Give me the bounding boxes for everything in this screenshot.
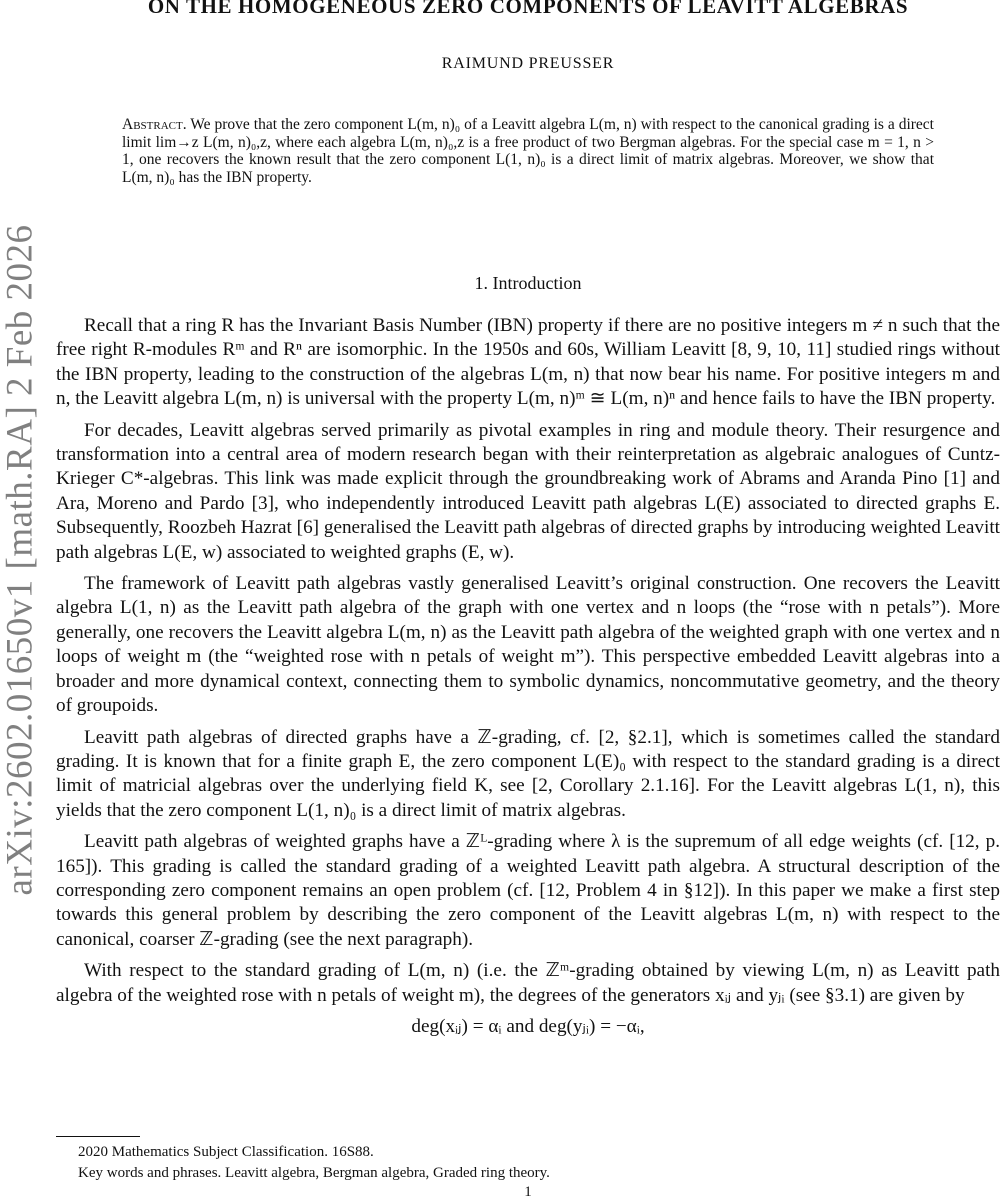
- paper-body: [56, 314, 1000, 1039]
- footnote-keywords: Key words and phrases. Leavitt algebra, Bergman algebra, Graded ring theory.: [78, 1165, 550, 1181]
- paper-title: ON THE HOMOGENEOUS ZERO COMPONENTS OF LEAVITT ALGEBRAS: [147, 0, 909, 18]
- arxiv-sidebar: [0, 210, 40, 910]
- footnote-msc: 2020 Mathematics Subject Classification. 16S88.: [78, 1144, 374, 1160]
- paragraph-6: With respect to the standard grading of L(m, n) (i.e. the ℤᵐ-grading obtained by viewing L(m, n) as Leavitt path algebra of the weighted rose with n petals of weight m), the degrees of the generators xᵢⱼ and yⱼᵢ (see §3.1) are given by: [56, 960, 1000, 1006]
- abstract-label: Abstract.: [122, 116, 187, 133]
- page-number: 1: [524, 1184, 532, 1200]
- abstract: [122, 116, 934, 186]
- display-equation: deg(xᵢⱼ) = αᵢ and deg(yⱼᵢ) = −αᵢ,: [411, 1015, 645, 1037]
- section-heading: 1. Introduction: [474, 273, 582, 293]
- paragraph-4: Leavitt path algebras of directed graphs have a ℤ-grading, cf. [2, §2.1], which is sometimes called the standard grading. It is known that for a finite graph E, the zero component L(E)₀ with respect to the standard grading is a direct limit of matricial algebras over the underlying field K, see [2, Corollary 2.1.16]. For the Leavitt algebras L(1, n), this yields that the zero component L(1, n)₀ is a direct limit of matrix algebras.: [56, 726, 1000, 821]
- footnotes: [56, 1142, 1000, 1184]
- paragraph-1: Recall that a ring R has the Invariant Basis Number (IBN) property if there are no positive integers m ≠ n such that the free right R-modules Rᵐ and Rⁿ are isomorphic. In the 1950s and 60s, William Leavitt [8, 9, 10, 11] studied rings without the IBN property, leading to the construction of the algebras L(m, n) that now bear his name. For positive integers m and n, the Leavitt algebra L(m, n) is universal with the property L(m, n)ᵐ ≅ L(m, n)ⁿ and hence fails to have the IBN property.: [56, 315, 1000, 410]
- arxiv-identifier: arXiv:2602.01650v1 [math.RA] 2 Feb 2026: [0, 224, 41, 896]
- footnote-rule: [56, 1136, 140, 1137]
- paragraph-5: Leavitt path algebras of weighted graphs have a ℤᴸ-grading where λ is the supremum of all edge weights (cf. [12, p. 165]). This grading is called the standard grading of a weighted Leavitt path algebra. A structural description of the corresponding zero component remains an open problem (cf. [12, Problem 4 in §12]). In this paper we make a first step towards this general problem by describing the zero component of the Leavitt algebras L(m, n) with respect to the canonical, coarser ℤ-grading (see the next paragraph).: [56, 831, 1000, 950]
- abstract-text: We prove that the zero component L(m, n)₀ of a Leavitt algebra L(m, n) with respect to the canonical grading is a direct limit lim→z L(m, n)₀,z, where each algebra L(m, n)₀,z is a free product of two Bergman algebras. For the special case m = 1, n > 1, one recovers the known result that the zero component L(1, n)₀ is a direct limit of matrix algebras. Moreover, we show that L(m, n)₀ has the IBN property.: [122, 116, 934, 186]
- paragraph-3: The framework of Leavitt path algebras vastly generalised Leavitt’s original construction. One recovers the Leavitt algebra L(1, n) as the Leavitt path algebra of the graph with one vertex and n loops (the “rose with n petals”). More generally, one recovers the Leavitt algebra L(m, n) as the Leavitt path algebra of the weighted graph with one vertex and n loops of weight m (the “weighted rose with n petals of weight m”). This perspective embedded Leavitt algebras into a broader and more dynamical context, connecting them to symbolic dynamics, noncommutative geometry, and the theory of groupoids.: [56, 573, 1000, 717]
- paragraph-2: For decades, Leavitt algebras served primarily as pivotal examples in ring and module theory. Their resurgence and transformation into a central area of modern research began with their reinterpretation as algebraic analogues of Cuntz-Krieger C*-algebras. This link was made explicit through the groundbreaking work of Abrams and Aranda Pino [1] and Ara, Moreno and Pardo [3], who independently introduced Leavitt path algebras L(E) associated to directed graphs E. Subsequently, Roozbeh Hazrat [6] generalised the Leavitt path algebras of directed graphs by introducing weighted Leavitt path algebras L(E, w) associated to weighted graphs (E, w).: [56, 419, 1000, 563]
- paper-author: RAIMUND PREUSSER: [441, 55, 615, 72]
